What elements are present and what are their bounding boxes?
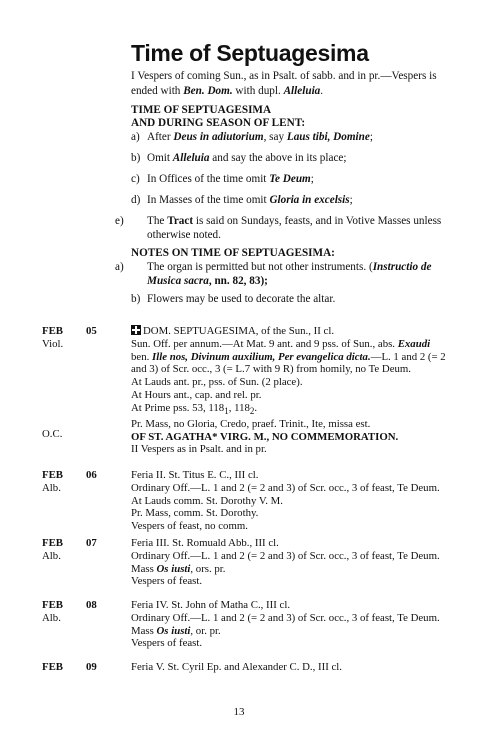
notes-item-a: a) The organ is permitted but not other instruments. (Instructio de Musica sacra, nn. 82, 83);	[115, 261, 432, 288]
entry-month: FEB	[42, 325, 63, 337]
entry-body: Feria V. St. Cyril Ep. and Alexander C. D., III cl.	[131, 661, 343, 673]
entry-body: Feria III. St. Romuald Abb., III cl. Ordinary Off.—L. 1 and 2 (= 2 and 3) of Scr. occ., 3 of feast, Te Deum. Mass Os iusti, ors. pr. Vespers of feast.	[131, 537, 440, 588]
entry-month: FEB	[42, 469, 63, 481]
liturgical-color: Alb.	[42, 482, 61, 494]
entry-day: 08	[86, 599, 97, 611]
liturgical-color: Viol.	[42, 338, 64, 350]
entry-body: Feria IV. St. John of Matha C., III cl. Ordinary Off.—L. 1 and 2 (= 2 and 3) of Scr. occ., 3 of feast, Te Deum. Mass Os iusti, or. pr. Vespers of feast.	[131, 599, 440, 650]
liturgical-color-secondary: O.C.	[42, 428, 63, 440]
entry-day: 07	[86, 537, 97, 549]
lent-item-e: e) The Tract is said on Sundays, feasts, and in Votive Masses unless otherwise noted.	[115, 215, 442, 242]
page-title: Time of Septuagesima	[131, 40, 369, 66]
entry-day: 05	[86, 325, 97, 337]
lent-item-d: d) In Masses of the time omit Gloria in excelsis;	[131, 194, 353, 206]
entry-day: 06	[86, 469, 97, 481]
lent-heading-line1: TIME OF SEPTUAGESIMA	[131, 104, 272, 116]
entry-month: FEB	[42, 661, 63, 673]
lent-heading-line2: AND DURING SEASON OF LENT:	[131, 117, 306, 129]
entry-body: DOM. SEPTUAGESIMA, of the Sun., II cl. Sun. Off. per annum.—At Mat. 9 ant. and 9 pss. of Sun., abs. Exaudi ben. Ille nos, Divinum auxilium, Per evangelica dicta.—L. 1 and 2 (= 2 and 3) of Scr. occ., 3 (= L.7 with 9 R) from homily, no Te Deum. At Lauds ant. pr., pss. of Sun. (2 place). At Hours ant., cap. and rel. pr. At Prime pss. 53, $118_1$, $118_2$. Pr. Mass, no Gloria, Credo, praef. Trinit., Ite, missa est. OF ST. AGATHA* VIRG. M., NO COMMEMORATION. II Vespers as in Psalt. and in pr.	[131, 325, 446, 456]
lent-item-a: a) After Deus in adiutorium, say Laus tibi, Domine;	[131, 131, 373, 143]
notes-item-b: b) Flowers may be used to decorate the altar.	[131, 293, 336, 305]
liturgical-color: Alb.	[42, 612, 61, 624]
entry-month: FEB	[42, 537, 63, 549]
entry-day: 09	[86, 661, 97, 673]
entry-month: FEB	[42, 599, 63, 611]
maltese-cross-icon	[131, 325, 141, 335]
lent-item-c: c) In Offices of the time omit Te Deum;	[131, 173, 314, 185]
page-number: 13	[233, 706, 245, 718]
entry-body: Feria II. St. Titus E. C., III cl. Ordinary Off.—L. 1 and 2 (= 2 and 3) of Scr. occ., 3 of feast, Te Deum. At Lauds comm. St. Dorothy V. M. Pr. Mass, comm. St. Dorothy. Vespers of feast, no comm.	[131, 469, 440, 533]
intro-paragraph: I Vespers of coming Sun., as in Psalt. of sabb. and in pr.—Vespers is ended with Ben. Dom. with dupl. Alleluia.	[131, 70, 437, 97]
lent-item-b: b) Omit Alleluia and say the above in its place;	[131, 152, 347, 164]
liturgical-color: Alb.	[42, 550, 61, 562]
notes-heading: NOTES ON TIME OF SEPTUAGESIMA:	[131, 247, 335, 259]
